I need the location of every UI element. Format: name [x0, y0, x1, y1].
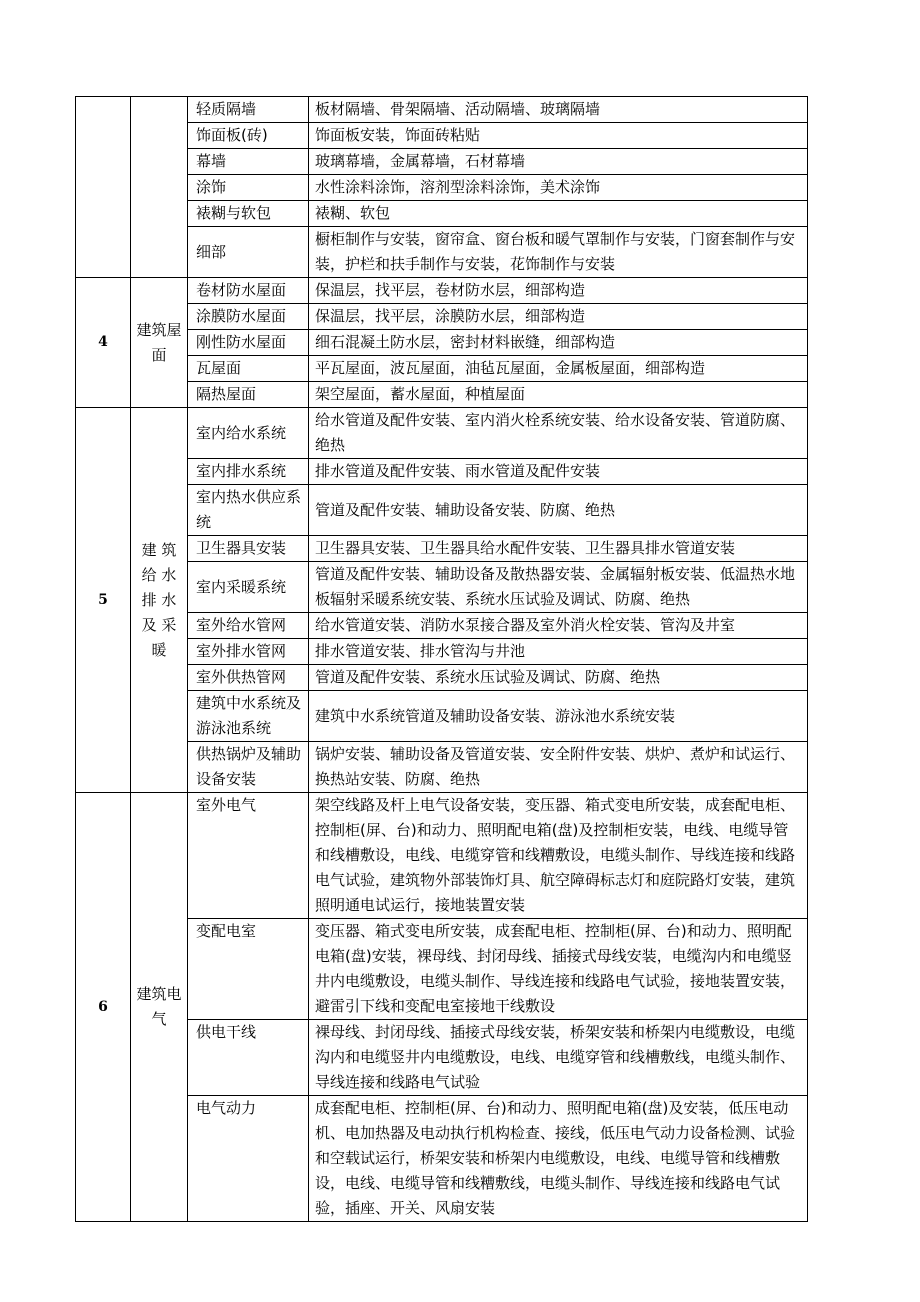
sub-item-content: 管道及配件安装、辅助设备安装、防腐、绝热 [309, 485, 808, 536]
sub-item-content: 裱糊、软包 [309, 201, 808, 227]
table-row [76, 408, 808, 459]
sub-item-content: 架空线路及杆上电气设备安装，变压器、箱式变电所安装，成套配电柜、控制柜(屏、台)和动力、照明配电箱(盘)及控制柜安装，电线、电缆导管和线槽敷设，电线、电缆穿管和线糟敷设，电缆头制作、导线连接和线路电气试验，建筑物外部装饰灯具、航空障碍标志灯和庭院路灯安装，建筑照明通电试运行，接地装置安装 [309, 793, 808, 919]
sub-item-content: 饰面板安装，饰面砖粘贴 [309, 123, 808, 149]
sub-item-name: 刚性防水屋面 [188, 330, 309, 356]
group-number: 6 [76, 793, 131, 1222]
sub-item-content: 橱柜制作与安装，窗帘盒、窗台板和暖气罩制作与安装，门窗套制作与安装，护栏和扶手制作与安装，花饰制作与安装 [309, 227, 808, 278]
sub-item-content: 玻璃幕墙，金属幕墙，石材幕墙 [309, 149, 808, 175]
sub-item-content: 细石混凝土防水层，密封材料嵌缝，细部构造 [309, 330, 808, 356]
sub-item-content: 裸母线、封闭母线、插接式母线安装，桥架安装和桥架内电缆敷设，电缆沟内和电缆竖井内电缆敷设，电线、电缆穿管和线槽敷线，电缆头制作、导线连接和线路电气试验 [309, 1020, 808, 1096]
sub-item-content: 保温层，找平层，卷材防水层，细部构造 [309, 278, 808, 304]
group-number [76, 97, 131, 278]
sub-item-content: 板材隔墙、骨架隔墙、活动隔墙、玻璃隔墙 [309, 97, 808, 123]
group-number: 5 [76, 408, 131, 793]
sub-item-content: 水性涂料涂饰，溶剂型涂料涂饰，美术涂饰 [309, 175, 808, 201]
table-row [76, 793, 808, 919]
sub-item-name: 变配电室 [188, 919, 309, 1020]
sub-item-name: 室内采暖系统 [188, 562, 309, 613]
sub-item-name: 电气动力 [188, 1096, 309, 1222]
group-name: 建筑屋面 [131, 278, 188, 408]
construction-items-table [75, 96, 808, 1222]
sub-item-name: 卫生器具安装 [188, 536, 309, 562]
sub-item-name: 室外供热管网 [188, 665, 309, 691]
sub-item-content: 平瓦屋面，波瓦屋面，油毡瓦屋面，金属板屋面，细部构造 [309, 356, 808, 382]
group-name: 建筑电气 [131, 793, 188, 1222]
sub-item-name: 供电干线 [188, 1020, 309, 1096]
sub-item-content: 锅炉安装、辅助设备及管道安装、安全附件安装、烘炉、煮炉和试运行、换热站安装、防腐、绝热 [309, 742, 808, 793]
sub-item-name: 涂饰 [188, 175, 309, 201]
sub-item-name: 涂膜防水屋面 [188, 304, 309, 330]
sub-item-name: 隔热屋面 [188, 382, 309, 408]
sub-item-content: 管道及配件安装、系统水压试验及调试、防腐、绝热 [309, 665, 808, 691]
sub-item-content: 给水管道及配件安装、室内消火栓系统安装、给水设备安装、管道防腐、绝热 [309, 408, 808, 459]
group-name [131, 97, 188, 278]
sub-item-name: 瓦屋面 [188, 356, 309, 382]
sub-item-content: 架空屋面，蓄水屋面，种植屋面 [309, 382, 808, 408]
sub-item-name: 室内热水供应系统 [188, 485, 309, 536]
sub-item-name: 细部 [188, 227, 309, 278]
sub-item-content: 排水管道安装、排水管沟与井池 [309, 639, 808, 665]
table-row [76, 278, 808, 304]
sub-item-name: 室外电气 [188, 793, 309, 919]
sub-item-name: 供热锅炉及辅助设备安装 [188, 742, 309, 793]
sub-item-name: 室内排水系统 [188, 459, 309, 485]
sub-item-name: 卷材防水屋面 [188, 278, 309, 304]
sub-item-name: 饰面板(砖) [188, 123, 309, 149]
sub-item-name: 幕墙 [188, 149, 309, 175]
table-row [76, 97, 808, 123]
sub-item-name: 轻质隔墙 [188, 97, 309, 123]
sub-item-content: 成套配电柜、控制柜(屏、台)和动力、照明配电箱(盘)及安装，低压电动机、电加热器及电动执行机构检查、接线，低压电气动力设备检测、试验和空载试运行，桥架安装和桥架内电缆敷设，电线、电缆导管和线槽敷设，电线、电缆导管和线糟敷线，电缆头制作、导线连接和线路电气试验，插座、开关、风扇安装 [309, 1096, 808, 1222]
sub-item-name: 室外排水管网 [188, 639, 309, 665]
sub-item-name: 建筑中水系统及游泳池系统 [188, 691, 309, 742]
sub-item-name: 室外给水管网 [188, 613, 309, 639]
sub-item-content: 给水管道安装、消防水泵接合器及室外消火栓安装、管沟及井室 [309, 613, 808, 639]
sub-item-name: 裱糊与软包 [188, 201, 309, 227]
table-body [76, 97, 808, 1222]
group-name: 建 筑 给 水 排 水 及 采 暖 [131, 408, 188, 793]
sub-item-content: 变压器、箱式变电所安装，成套配电柜、控制柜(屏、台)和动力、照明配电箱(盘)安装，裸母线、封闭母线、插接式母线安装，电缆沟内和电缆竖井内电缆敷设，电缆头制作、导线连接和线路电气试验，接地装置安装，避雷引下线和变配电室接地干线敷设 [309, 919, 808, 1020]
sub-item-content: 排水管道及配件安装、雨水管道及配件安装 [309, 459, 808, 485]
sub-item-content: 管道及配件安装、辅助设备及散热器安装、金属辐射板安装、低温热水地板辐射采暖系统安装、系统水压试验及调试、防腐、绝热 [309, 562, 808, 613]
sub-item-content: 卫生器具安装、卫生器具给水配件安装、卫生器具排水管道安装 [309, 536, 808, 562]
sub-item-content: 保温层，找平层，涂膜防水层，细部构造 [309, 304, 808, 330]
sub-item-content: 建筑中水系统管道及辅助设备安装、游泳池水系统安装 [309, 691, 808, 742]
sub-item-name: 室内给水系统 [188, 408, 309, 459]
group-number: 4 [76, 278, 131, 408]
